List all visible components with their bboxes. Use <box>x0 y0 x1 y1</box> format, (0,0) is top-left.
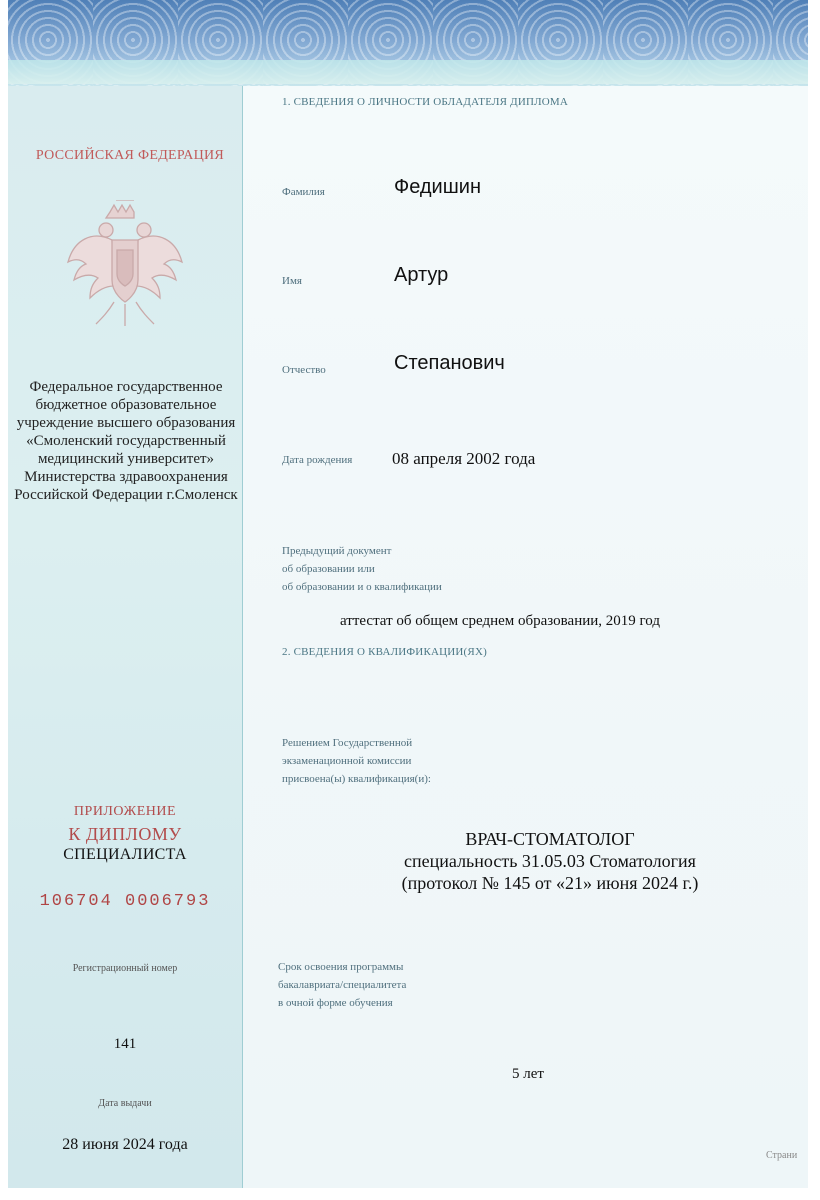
decision-label-line: присвоена(ы) квалификация(и): <box>282 773 431 785</box>
right-panel <box>243 86 808 1188</box>
decision-label-line: экзаменационной комиссии <box>282 755 412 767</box>
patronymic-value: Степанович <box>394 352 505 374</box>
decision-label-line: Решением Государственной <box>282 737 413 749</box>
registration-number: 141 <box>113 1036 137 1052</box>
appendix-subtitle: К ДИПЛОМУ <box>68 824 182 844</box>
surname-value: Федишин <box>394 176 481 198</box>
appendix-title: ПРИЛОЖЕНИЕ <box>73 804 177 819</box>
qualification-protocol: (протокол № 145 от «21» июня 2024 г.) <box>401 873 699 893</box>
patronymic-label: Отчество <box>282 364 326 376</box>
previous-document-value: аттестат об общем среднем образовании, 2019 год <box>340 613 661 629</box>
qualification-block <box>360 828 740 894</box>
issue-date-label: Дата выдачи <box>98 1098 152 1109</box>
surname-label: Фамилия <box>282 186 325 198</box>
study-term-label-line: бакалавриата/специалитета <box>278 979 407 991</box>
coat-of-arms-emblem <box>62 200 188 330</box>
decorative-band <box>8 60 808 84</box>
previous-document-label-line: Предыдущий документ <box>282 545 392 557</box>
study-term-label <box>278 958 406 1012</box>
decision-label <box>282 734 431 788</box>
issue-date: 28 июня 2024 года <box>62 1136 188 1153</box>
registration-label: Регистрационный номер <box>72 963 178 974</box>
previous-document-label-line: об образовании или <box>282 563 375 575</box>
section-1-heading: 1. СВЕДЕНИЯ О ЛИЧНОСТИ ОБЛАДАТЕЛЯ ДИПЛОМА <box>282 96 569 108</box>
institution-name: Федеральное государственное бюджетное образовательное учреждение высшего образования «Смоленский государственный медицинский университет» Министерства здравоохранения Российской Федерации г.Смоленск <box>14 379 238 503</box>
birth-date-label: Дата рождения <box>282 454 353 466</box>
previous-document-label-line: об образовании и о квалификации <box>282 581 442 593</box>
study-term-value: 5 лет <box>512 1066 544 1082</box>
qualification-title: ВРАЧ-СТОМАТОЛОГ <box>465 829 635 849</box>
page-label: Страни <box>766 1150 798 1161</box>
study-term-label-line: в очной форме обучения <box>278 997 393 1009</box>
birth-date-value: 08 апреля 2002 года <box>392 449 536 468</box>
country-title: РОССИЙСКАЯ ФЕДЕРАЦИЯ <box>35 148 225 163</box>
name-label: Имя <box>282 275 302 287</box>
qualification-specialty: специальность 31.05.03 Стоматология <box>404 851 696 871</box>
appendix-degree: СПЕЦИАЛИСТА <box>63 846 187 863</box>
study-term-label-line: Срок освоения программы <box>278 961 404 973</box>
name-value: Артур <box>394 264 449 286</box>
serial-number: 106704 0006793 <box>39 892 211 911</box>
section-2-heading: 2. СВЕДЕНИЯ О КВАЛИФИКАЦИИ(ЯХ) <box>282 646 487 658</box>
previous-document-label <box>282 542 442 596</box>
